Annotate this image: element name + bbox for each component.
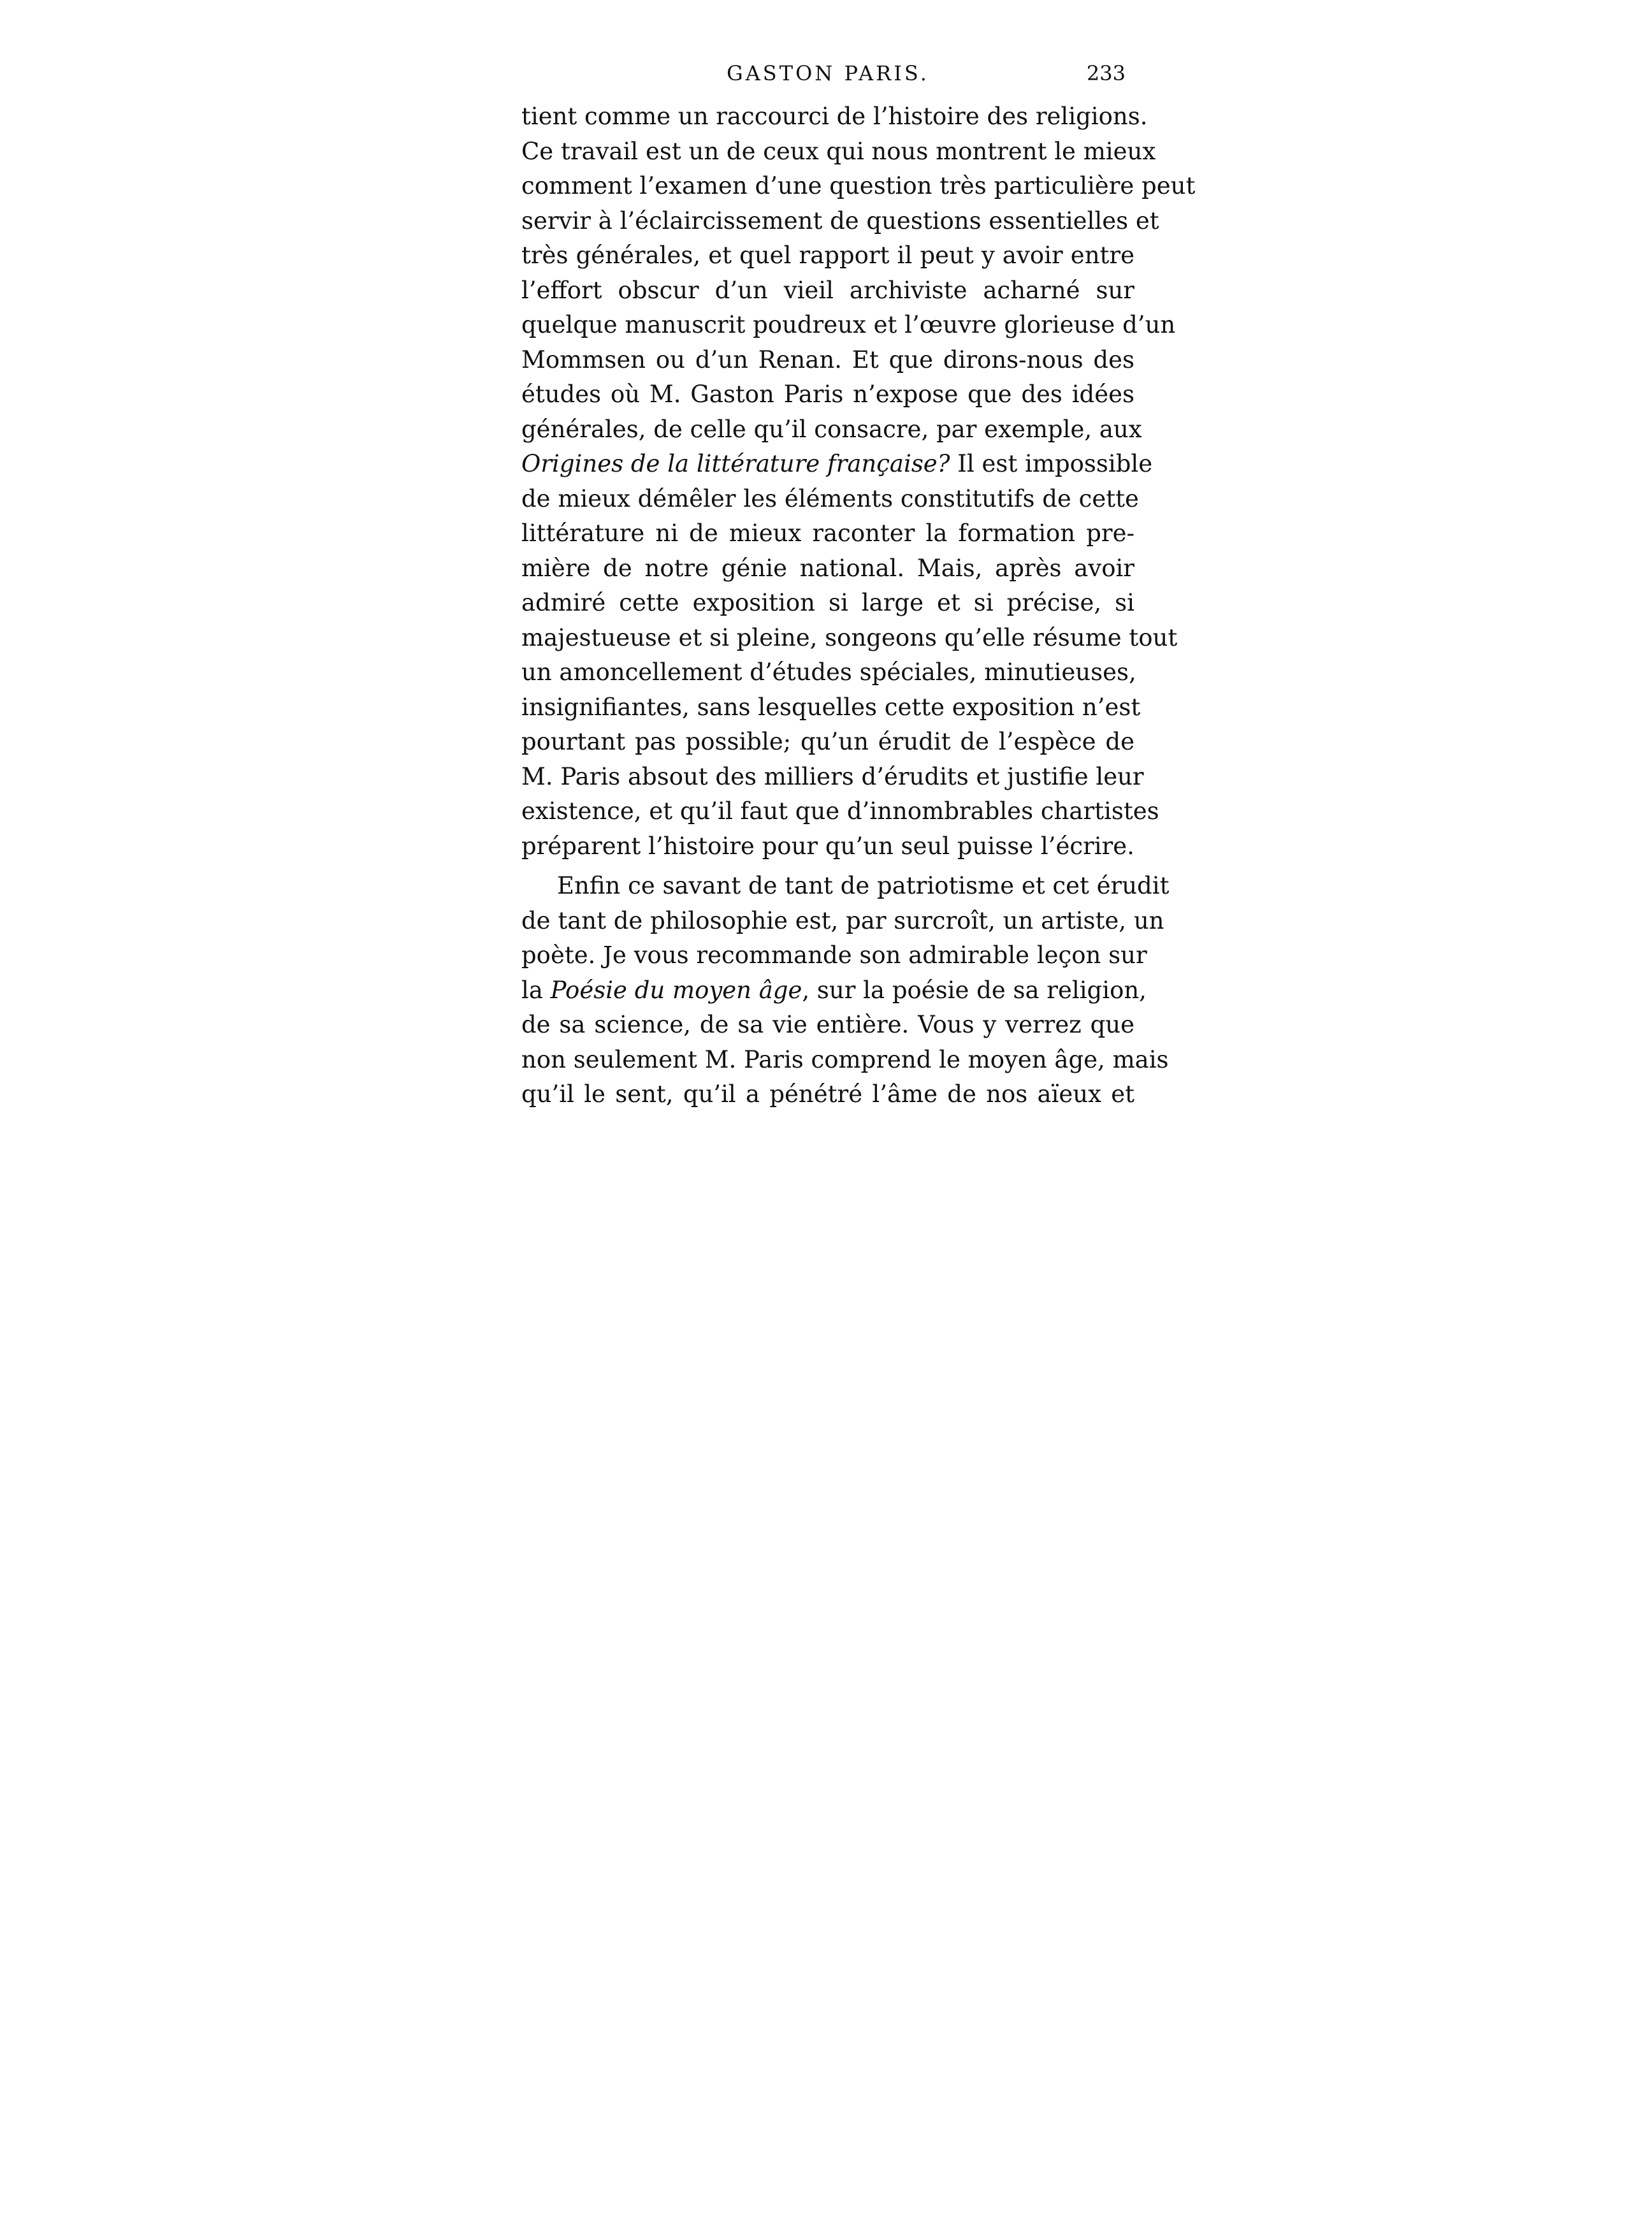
text-fragment: , sur la poésie de sa religion, (802, 976, 1147, 1004)
text-line: comment l’examen d’une question très particulière peut (521, 172, 1196, 200)
text-line: générales, de celle qu’il consacre, par exemple, aux (521, 415, 1142, 443)
text-line: de mieux démêler les éléments constitutifs de cette (521, 484, 1139, 512)
text-fragment: la (521, 976, 551, 1004)
text-line: Mommsen ou d’un Renan. Et que dirons-nous des (521, 345, 1134, 374)
running-title: GASTON PARIS. (727, 61, 929, 85)
text-line: un amoncellement d’études spéciales, minutieuses, (521, 658, 1136, 686)
text-line: très générales, et quel rapport il peut y avoir entre (521, 242, 1134, 269)
page-number: 233 (1086, 61, 1126, 85)
text-line: mière de notre génie national. Mais, après avoir (521, 554, 1134, 582)
text-line: servir à l’éclaircissement de questions essentielles et (521, 207, 1159, 235)
body-text (521, 99, 1196, 1112)
text-line: tient comme un raccourci de l’histoire des religions. (521, 103, 1148, 130)
text-line: études où M. Gaston Paris n’expose que des idées (521, 381, 1134, 408)
text-line: admiré cette exposition si large et si précise, si (521, 589, 1134, 616)
text-line: existence, et qu’il faut que d’innombrables chartistes (521, 797, 1159, 825)
text-line: insignifiantes, sans lesquelles cette exposition n’est (521, 693, 1141, 721)
text-line-mixed (521, 973, 1147, 1008)
text-line: littérature ni de mieux raconter la formation pre- (521, 519, 1134, 547)
text-line: non seulement M. Paris comprend le moyen âge, mais (521, 1045, 1169, 1073)
text-line: majestueuse et si pleine, songeons qu’elle résume tout (521, 623, 1178, 651)
italic-title-origines: Origines de la littérature française? (521, 450, 950, 477)
text-fragment: Il est impossible (950, 450, 1153, 477)
text-line: poète. Je vous recommande son admirable leçon sur (521, 941, 1147, 969)
paragraph-2 (521, 869, 1170, 1112)
paragraph-gap (521, 864, 1134, 869)
text-line: de tant de philosophie est, par surcroît, un artiste, un (521, 906, 1164, 934)
text-line: Enfin ce savant de tant de patriotisme et cet érudit (557, 872, 1170, 899)
page-header (521, 56, 1134, 92)
text-line: l’effort obscur d’un vieil archiviste acharné sur (521, 276, 1134, 304)
italic-title-poesie: Poésie du moyen âge (550, 976, 802, 1004)
text-line: de sa science, de sa vie entière. Vous y verrez que (521, 1011, 1134, 1038)
text-line: pourtant pas possible; qu’un érudit de l’espèce de (521, 728, 1134, 755)
text-line: quelque manuscrit poudreux et l’œuvre glorieuse d’un (521, 311, 1176, 338)
text-line: qu’il le sent, qu’il a pénétré l’âme de nos aïeux et (521, 1080, 1134, 1108)
text-line: Ce travail est un de ceux qui nous montrent le mieux (521, 137, 1156, 165)
text-line: préparent l’histoire pour qu’un seul puisse l’écrire. (521, 832, 1134, 860)
paragraph-1 (521, 99, 1196, 864)
text-line-mixed (521, 447, 1153, 482)
text-line: M. Paris absout des milliers d’érudits et justifie leur (521, 762, 1144, 790)
